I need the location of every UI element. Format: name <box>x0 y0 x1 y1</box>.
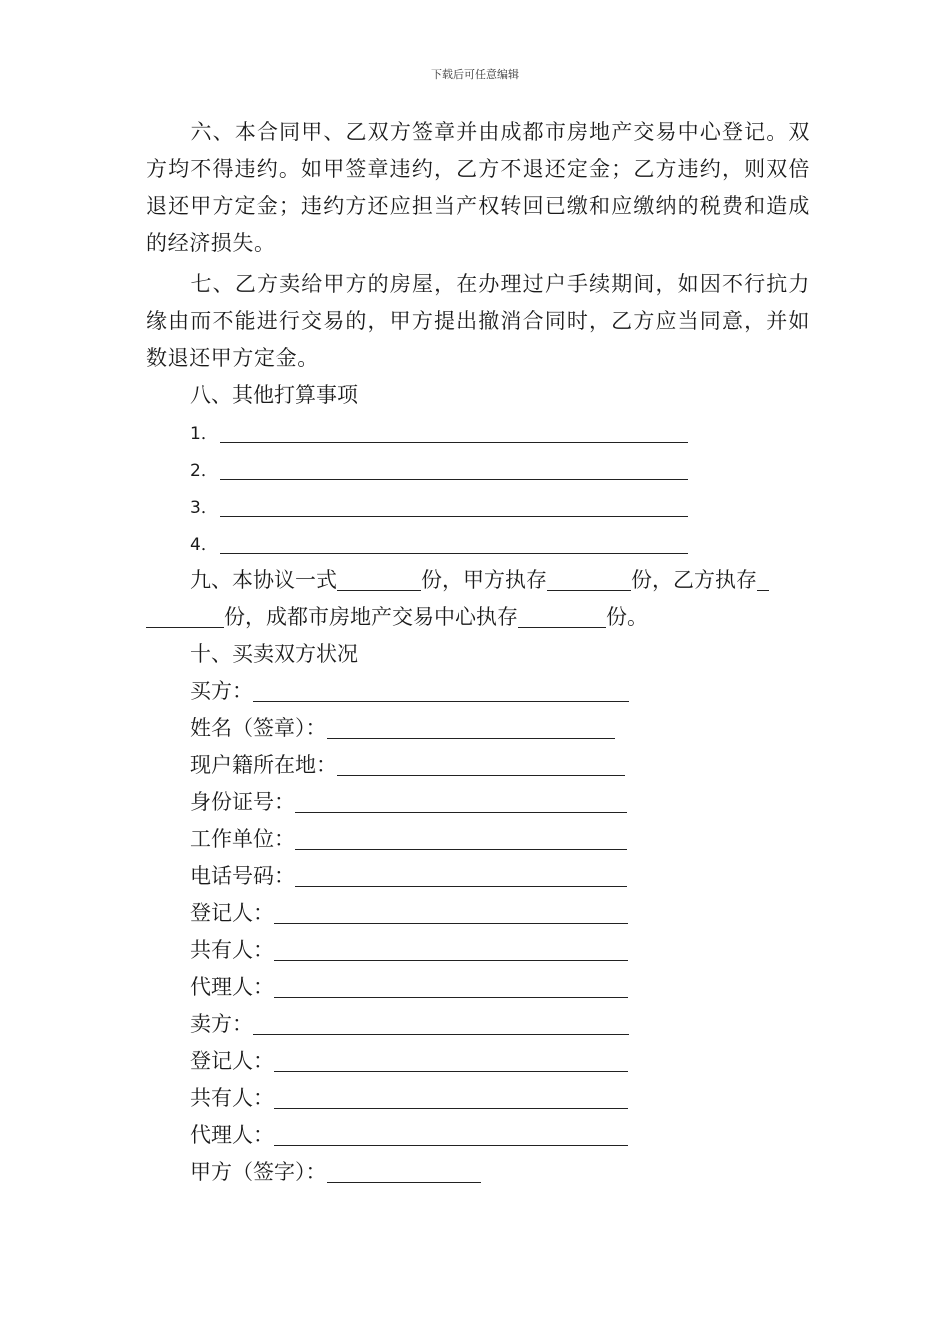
field-label: 电话号码： <box>190 864 295 888</box>
copies-party-b-blank-start <box>757 566 769 591</box>
field-employer <box>190 821 627 858</box>
blank-line <box>295 862 627 887</box>
blank-line <box>220 418 688 443</box>
field-label: 买方： <box>190 679 253 703</box>
field-label: 共有人： <box>190 938 274 962</box>
blank-line <box>274 1047 628 1072</box>
blank-line <box>337 751 625 776</box>
item-number: 2． <box>190 461 218 481</box>
other-item-4 <box>190 525 688 562</box>
field-id-number <box>190 784 627 821</box>
item-number: 3． <box>190 498 218 518</box>
signature-blank <box>327 1158 481 1183</box>
field-label: 登记人： <box>190 1049 274 1073</box>
field-label: 工作单位： <box>190 827 295 851</box>
field-label: 代理人： <box>190 1123 274 1147</box>
copies-center-blank <box>518 603 606 628</box>
clause-nine-line-2 <box>146 599 648 636</box>
blank-line <box>220 529 688 554</box>
item-number: 4． <box>190 535 218 555</box>
field-registrant-seller <box>190 1043 628 1080</box>
blank-line <box>274 973 628 998</box>
field-label: 代理人： <box>190 975 274 999</box>
page-header: 下载后可任意编辑 <box>431 68 519 81</box>
field-label: 登记人： <box>190 901 274 925</box>
field-label: 共有人： <box>190 1086 274 1110</box>
field-agent-buyer <box>190 969 628 1006</box>
copies-total-blank <box>337 566 421 591</box>
clause-nine-part-2: 份，甲方执存 <box>421 568 547 592</box>
signature-label: 甲方（签字）： <box>190 1160 327 1184</box>
field-buyer <box>190 673 629 710</box>
field-household-registration <box>190 747 625 784</box>
blank-line <box>295 825 627 850</box>
blank-line <box>253 677 629 702</box>
blank-line <box>327 714 615 739</box>
field-phone <box>190 858 627 895</box>
blank-line <box>274 1084 628 1109</box>
blank-line <box>274 936 628 961</box>
clause-ten-title: 十、买卖双方状况 <box>190 642 358 666</box>
blank-line <box>274 899 628 924</box>
clause-six-text: 六、本合同甲、乙双方签章并由成都市房地产交易中心登记。双方均不得违约。如甲签章违约，乙方不退还定金；乙方违约，则双倍退还甲方定金；违约方还应担当产权转回已缴和应缴纳的税费和造成的经济损失。 <box>146 120 810 255</box>
other-item-1 <box>190 414 688 451</box>
field-name-seal <box>190 710 615 747</box>
field-label: 现户籍所在地： <box>190 753 337 777</box>
field-registrant-buyer <box>190 895 628 932</box>
other-item-3 <box>190 488 688 525</box>
item-number: 1． <box>190 424 218 444</box>
blank-line <box>295 788 627 813</box>
signature-party-a <box>190 1154 481 1191</box>
field-co-owner-buyer <box>190 932 628 969</box>
clause-nine-line-1 <box>190 562 769 599</box>
field-label: 卖方： <box>190 1012 253 1036</box>
field-label: 身份证号： <box>190 790 295 814</box>
field-agent-seller <box>190 1117 628 1154</box>
field-seller <box>190 1006 629 1043</box>
clause-nine-part-3: 份，乙方执存 <box>631 568 757 592</box>
blank-line <box>253 1010 629 1035</box>
clause-seven-text: 七、乙方卖给甲方的房屋，在办理过户手续期间，如因不行抗力缘由而不能进行交易的，甲方提出撤消合同时，乙方应当同意，并如数退还甲方定金。 <box>146 272 810 370</box>
blank-line <box>220 492 688 517</box>
clause-eight-title: 八、其他打算事项 <box>190 383 358 407</box>
clause-nine-part-4: 份，成都市房地产交易中心执存 <box>224 605 518 629</box>
field-co-owner-seller <box>190 1080 628 1117</box>
clause-nine-part-1: 九、本协议一式 <box>190 568 337 592</box>
other-item-2 <box>190 451 688 488</box>
blank-line <box>274 1121 628 1146</box>
clause-nine-part-5: 份。 <box>606 605 648 629</box>
blank-line <box>220 455 688 480</box>
copies-party-a-blank <box>547 566 631 591</box>
field-label: 姓名（签章）： <box>190 716 327 740</box>
clause-six <box>146 114 810 262</box>
clause-seven <box>146 266 810 377</box>
copies-party-b-blank-end <box>146 603 224 628</box>
